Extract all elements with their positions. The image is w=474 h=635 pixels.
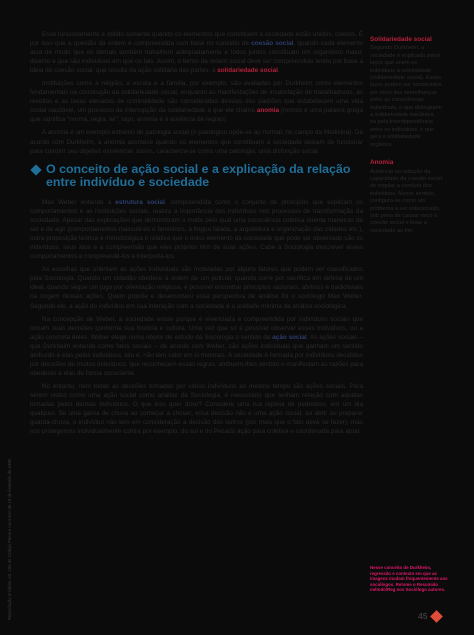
paragraph-text: , quando cada elemento atua de modo que os demais também trabalhem adequadamente e todos juntos constituam um organismo maior, diverso e que são indivíduos em que os tais. Assim, o termo da ordem social deve ser compreendido tendo por base a ideia de coesão social, que resulta da ação solidária das partes, a [30,40,364,75]
copyright-notice [6,420,14,620]
glossary-entry-anomia [370,159,442,235]
highlighted-term: anomia [256,107,280,115]
section-title: O conceito de ação social e a explicação da relação entre indivíduo e sociedade [46,161,351,189]
body-paragraph [30,198,363,261]
copyright-text: Reprodução proibida. Art. 184 do Código Penal e Lei 9.610 de 19 de fevereiro de 1998. [7,457,12,620]
paragraph-text: Instituições como a religião, a escola e a família, por exemplo, são avaliadas por Durkheim como elementos fundamentais na construção da solidariedade social, enquanto as manifestações de insatisfação de trabalhadores, as revoltas e as taxas elevadas de criminalidade são consideradas desvios dos padrões que estabelecem uma vida social saudável, um processo de interrupção da solidariedade a que ele chama [30,80,363,115]
paragraph-text: . [277,67,280,75]
page-footer [418,609,441,623]
paragraphs-top [30,30,363,156]
highlighted-term: solidariedade social [217,67,278,75]
paragraph-text: . As ações sociais – que Durkheim entende como fatos sociais – de acordo com Weber, são ações individuais que ganham um sentido atribuído a elas pelos indivíduos, isto é, não têm valor em si mesmas. A sociedade é formada por indivíduos decididos por decisões de muitos indivíduos, que reconhecem essas regras, atribuem-lhes sentido e manifestam as razões para obedecer a elas de forma consciente. [30,333,363,377]
glossary-entry-solidariedade [370,36,442,149]
paragraph-text: , compreendida como o conjunto de princípios que explicam os comportamentos e as instituições sociais, realiza a importância dos indivíduos nos processos de transformação da sociedade. Apesar das explicações que demonstram o modo pelo qual uma consciência coletiva orienta maneiras de ser e de agir (comportamentos masculinos e femininos, a língua falada, a arquitetura e organização das cidades etc.), outra proposição teórica e metodológica é relativa que o único elemento da sociedade que pode ser observado são os indivíduos, seus atos e a compreensão que eles próprios têm de suas ações. Cabe à Sociologia descrever esses comportamentos e compreendê-los e interpretá-los. [30,199,363,261]
highlighted-term: estrutura social [115,199,165,207]
paragraph-text: Na concepção de Weber, a sociedade existe porque é vivenciada e compreendida por indivíduos sociais que tomam suas decisões conforme sua história e cultura. Uma vez que só é possível observar esses indivíduos, ou a ação concreta deles, Weber elege como objeto de estudo da Sociologia o sentido da [30,315,363,341]
glossary-sidebar [370,36,442,245]
body-paragraph [30,265,363,310]
highlighted-term: coesão social [251,40,294,48]
margin-note: Nesse conceito de Durkheim, regressão e contexto em que as imagens mudam frequentemente aos sociólogos. Retome o Resumido método/Reg nos Sociólogo autores. [370,565,448,593]
paragraph-text: As escolhas que orientam as ações individuais são motivadas por alguns fatores que podem ser classificados pela Sociologia. Quando um cidadão obedece à ordem de um policial, quando corre por sacrifica em defesa de um ideal, quando segue um jogo por orientação religiosa, é possível encontrar princípios racionais, afetivos e tradicionais na origem dessas ações. Quem propõe e desenvolveu essa perspectiva de análise foi o sociólogo Max Weber. Segundo ele, a ação do indivíduo em sua interação com a sociedade é a unidade mínima da análise sociológica. [30,266,363,310]
body-paragraph [30,315,363,378]
page-number: 45 [418,611,428,621]
paragraph-text: Esse funcionamento é obtido somente quando os elementos que constituem a sociedade estão unidos, coesos. É por isso que a questão da ordem é compreendida com base no conceito de [30,31,363,48]
paragraphs-bottom [30,198,363,436]
diamond-icon [431,610,444,623]
diamond-bullet-icon [30,164,41,175]
section-heading [30,163,363,189]
paragraph-text: Max Weber entende a [42,199,116,207]
body-paragraph [30,30,363,75]
paragraph-text: A anomia é um exemplo extremo de patologia social (o patológico opõe-se ao normal, no campo da Medicina). De acordo com Durkheim, a anomia acontece quando os elementos que constituem a sociedade deixam de funcionar para cumprir seu objetivo existencial; assim, caracteriza-se como uma patologia, uma disfunção social. [30,129,363,155]
glossary-term: Solidariedade social [370,36,432,43]
main-text-column [30,30,363,440]
glossary-definition: Ausência ou redução da capacidade da coesão social de regular a conduta dos indivíduos. Nesse sentido, configura-se como um problema a ser solucionado, sob pena de causar risco à coesão social e levar a sociedade ao fim. [370,168,442,234]
highlighted-term: ação social [272,333,307,341]
glossary-term: Anomia [370,159,394,167]
paragraph-text: No entanto, nem todas as decisões tomadas por vários indivíduos ao mesmo tempo são ações sociais. Para serem vistos como uma ação social como análise da Sociologia, é necessário que tenham relação com aquelas tomadas pelos demais indivíduos. O que isso quer dizer? Considere uma rua repleta de pedestres, em um dia qualquer. Se uma garoa de chuva ao começar a chover, essa decisão não é uma ação social, ao abrir ou preparar guarda-chuva, o indivíduo não tem em consideração a decisão dos outros (por mais que o fato deva se fazer); mas nos protegemos individualmente contra por exemplo, do sol e do Pesado ação para coletiva e coordenada para atuar. [30,382,363,436]
body-paragraph [30,79,363,124]
glossary-definition: Segundo Durkheim, a sociedade é explicada pelos laços que unem os indivíduos à coletividade (solidariedade social). Esses laços podem ser construídos por meio das semelhanças entre as consciências individuais, o que distinguem a solidariedade mecânica, ou pela interdependência entre os indivíduos, o que gera a solidariedade orgânica. [370,45,442,148]
body-paragraph [30,382,363,436]
paragraph-text: (nomos é uma palavra grega que significa "norma, regra, lei"; logo, anomia é a ausência de regras). [30,107,363,124]
body-paragraph [30,128,363,155]
